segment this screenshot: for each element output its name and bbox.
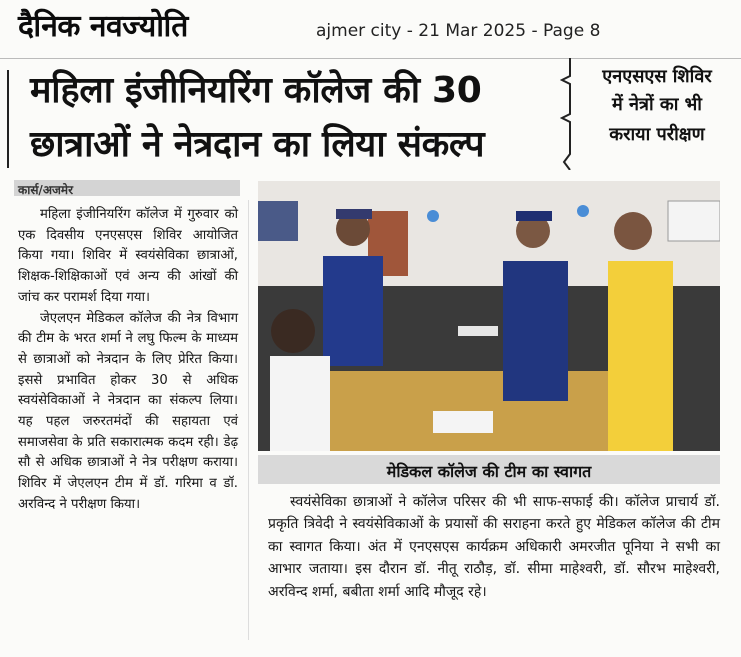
main-headline [0,58,556,175]
article-paragraph-3: स्वयंसेविका छात्राओं ने कॉलेज परिसर की भी साफ-सफाई की। कॉलेज प्राचार्य डॉ. प्रकृति त्रिवेदी ने स्वयंसेविकाओं के प्रयासों की सराहना करते हुए मेडिकल कॉलेज की टीम का स्वागत किया। अंत में एनएसएस कार्यक्रम अधिकारी अमरजीत पूनिया ने सभी का आभार जताया। इस दौरान डॉ. नीतू राठौड़, डॉ. सीमा माहेश्वरी, डॉ. सौरभ माहेश्वरी, अरविन्द शर्मा, बबीता शर्मा आदि मौजूद रहे। [268,494,720,600]
sidebar-headline-line-1: एनएसएस शिविर [602,66,712,87]
news-photo [258,181,720,451]
sidebar-headline-line-2: में नेत्रों का भी [612,94,702,115]
column-divider [248,200,249,640]
article-paragraph-2: जेएलएन मेडिकल कॉलेज की नेत्र विभाग की टीम के भरत शर्मा ने लघु फिल्म के माध्यम से छात्राओं को नेत्रदान के लिए प्रेरित किया। इससे प्रभावित होकर 30 से अधिक स्वयंसेविकाओं ने नेत्रदान का संकल्प लिया। यह पहल जरुरतमंदों की सहायता एवं समाजसेवा के प्रति सकारात्मक कदम रही। डेढ़ सौ से अधिक छात्राओं ने नेत्र परीक्षण कराया। शिविर में जेएलएन टीम में डॉ. गरिमा व डॉ. अरविन्द ने परीक्षण किया। [18,310,238,512]
right-article-column [268,491,720,603]
photo-illustration [258,181,720,451]
photo-caption: मेडिकल कॉलेज की टीम का स्वागत [386,462,592,481]
zigzag-divider [560,58,576,170]
edition-info: ajmer city - 21 Mar 2025 - Page 8 [316,21,601,41]
headline-line-1: महिला इंजीनियरिंग कॉलेज की 30 [30,70,482,111]
dateline: कार्स/अजमेर [18,183,73,197]
newspaper-masthead: दैनिक नवज्योति [18,9,188,44]
headline-left-bar [7,70,9,168]
sidebar-headline-line-3: कराया परीक्षण [609,124,705,145]
sidebar-headline [560,58,741,175]
left-article-column [18,205,238,516]
headline-line-2: छात्राओं ने नेत्रदान का लिया संकल्प [30,124,485,165]
article-paragraph-1: महिला इंजीनियरिंग कॉलेज में गुरुवार को एक दिवसीय एनएसएस शिविर आयोजित किया गया। शिविर में स्वयंसेविका छात्राओं, शिक्षक-शिक्षिकाओं एवं अन्य की आंखों की जांच कर परामर्श दिया गया। [18,207,238,305]
